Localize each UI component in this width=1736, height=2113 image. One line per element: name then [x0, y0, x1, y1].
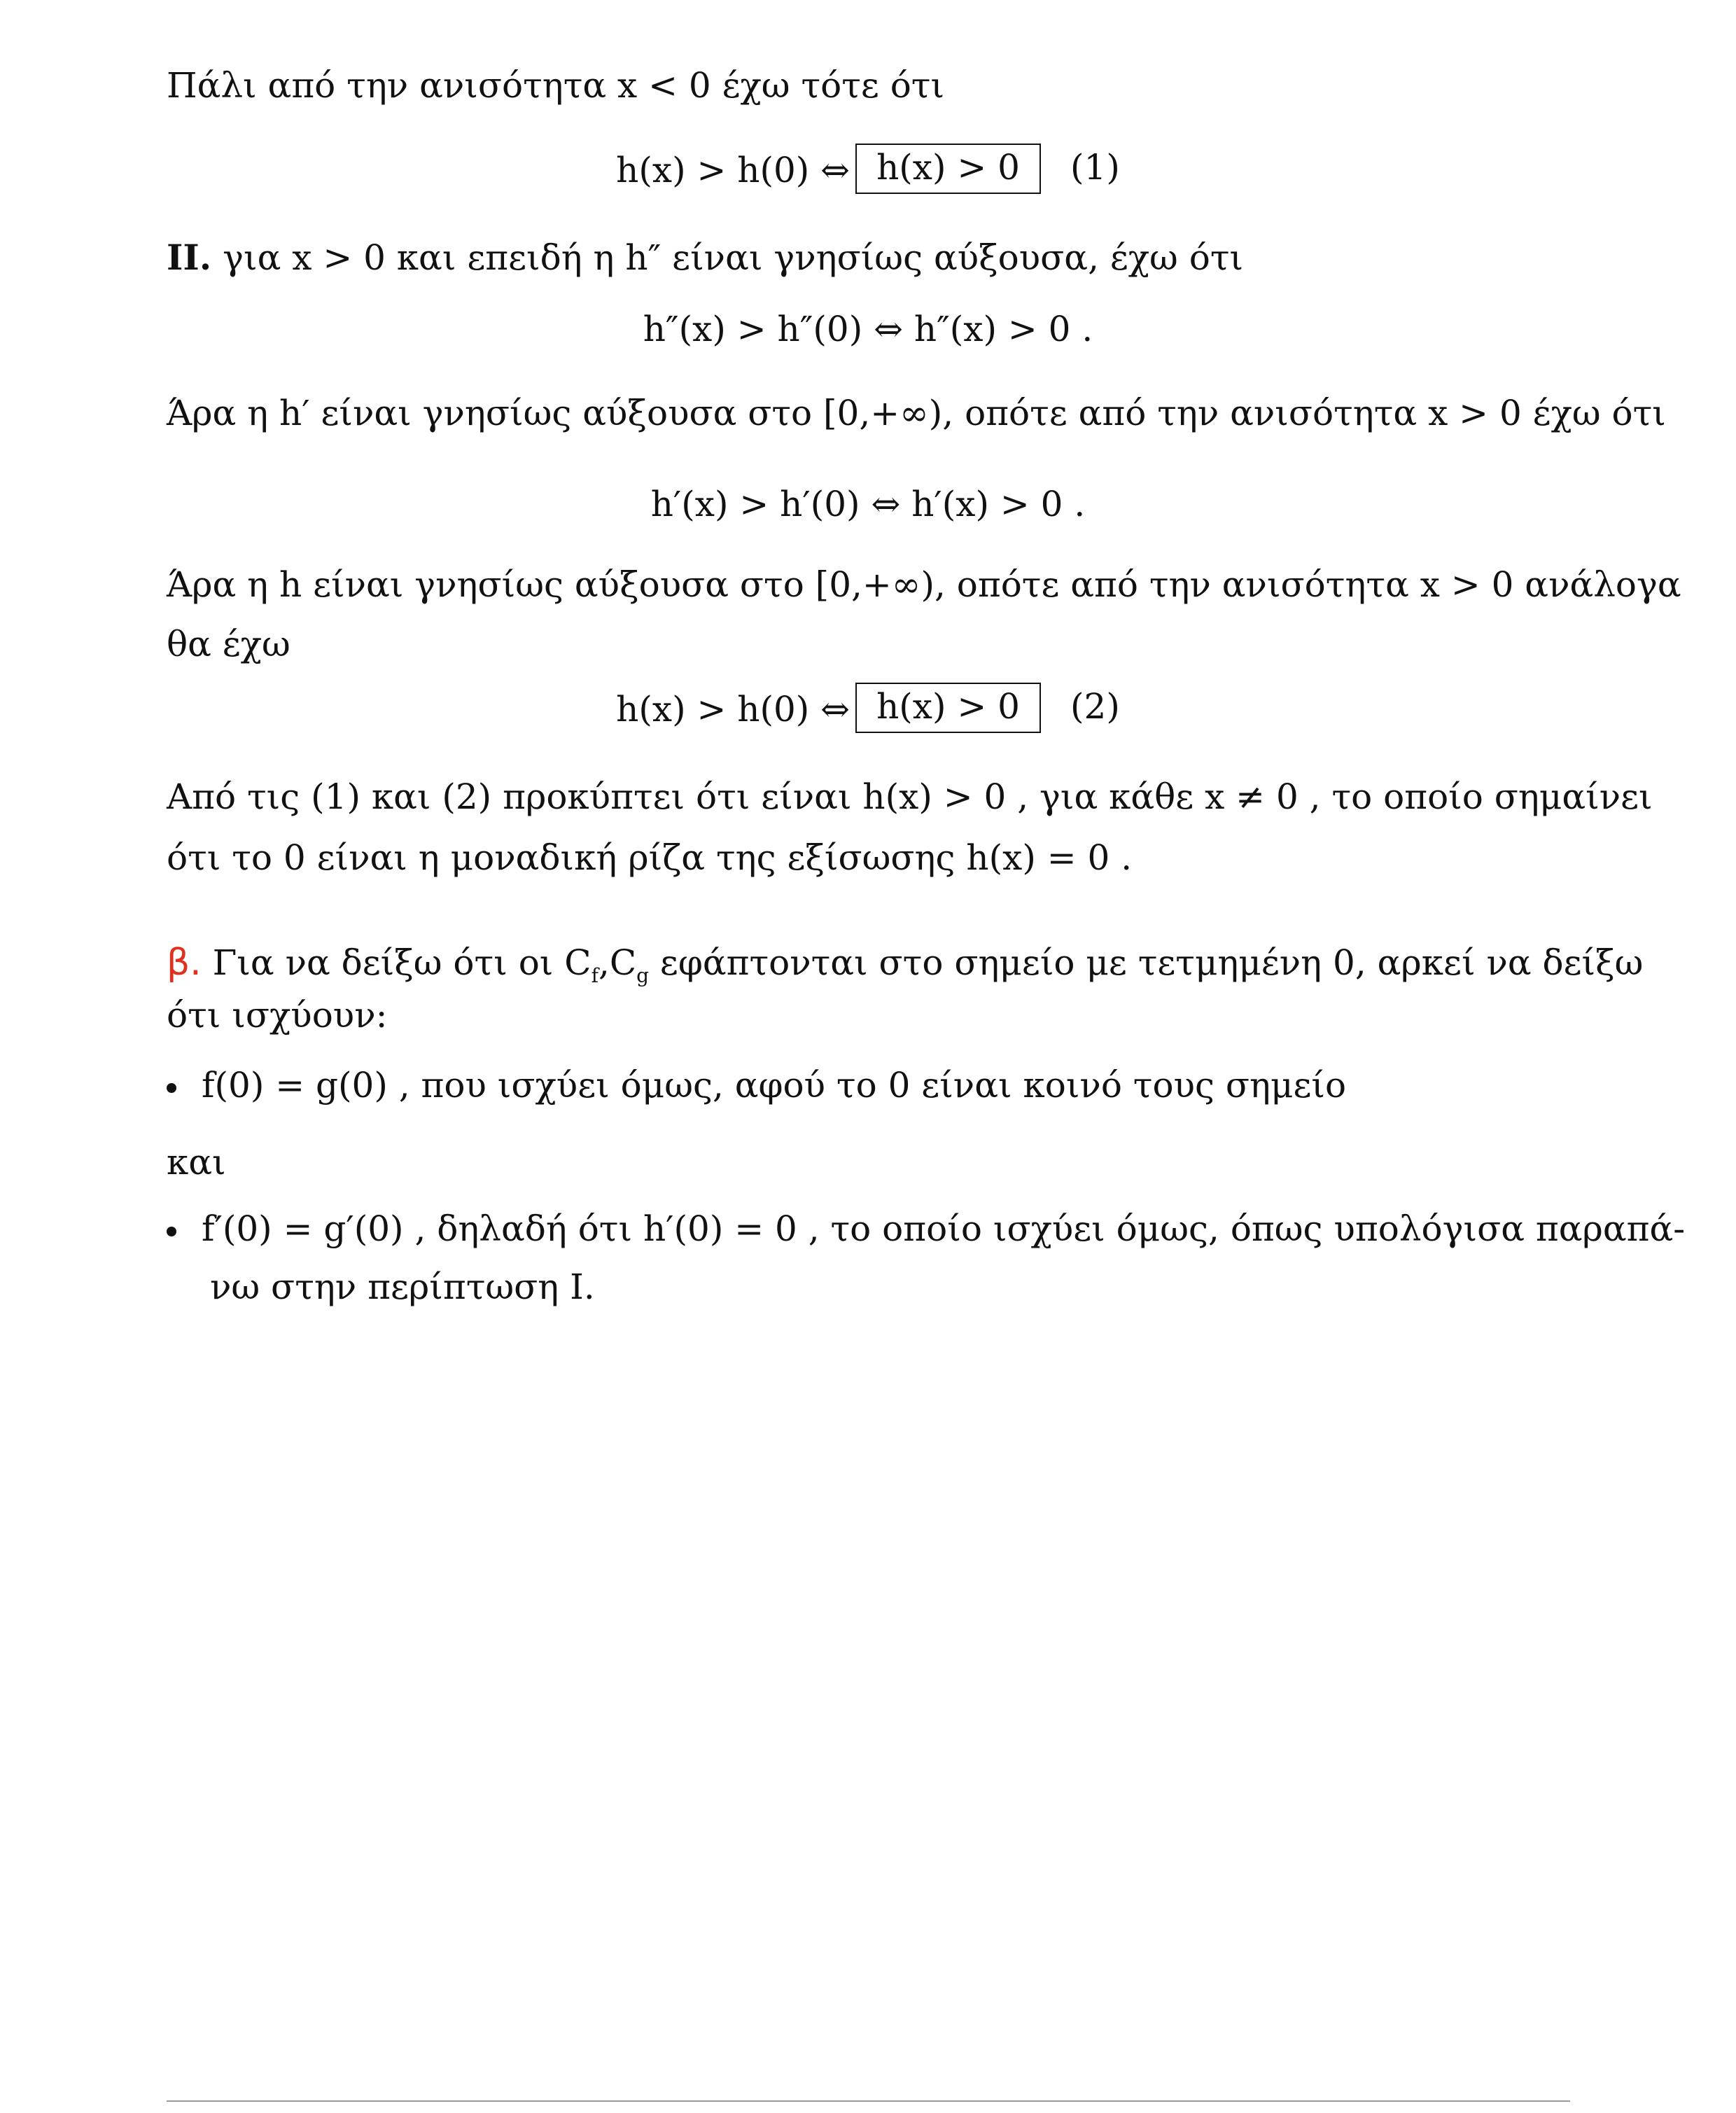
bullet-item-1-text: f(0) = g(0) , που ισχύει όμως, αφού το 0 είναι κοινό τους σημείο: [202, 1065, 1347, 1106]
text-line-5b: ότι το 0 είναι η μοναδική ρίζα της εξίσωσης h(x) = 0 .: [167, 837, 1133, 878]
footer-divider: [167, 2100, 1570, 2102]
text-line-2-body: για x > 0 και επειδή η h″ είναι γνησίως αύξουσα, έχω ότι: [211, 237, 1244, 278]
bullet-icon: [167, 1083, 176, 1093]
text-line-5a: Από τις (1) και (2) προκύπτει ότι είναι h(x) > 0 , για κάθε x ≠ 0 , το οποίο σημαίνει: [167, 776, 1653, 817]
equation-1-boxed: h(x) > 0: [855, 144, 1041, 194]
text-line-2: [167, 237, 1243, 279]
equation-4-tag: (2): [1070, 686, 1120, 727]
equation-3: h′(x) > h′(0) ⇔ h′(x) > 0 .: [650, 484, 1086, 524]
text-line-6a: [167, 942, 1643, 997]
subscript-g: g: [636, 964, 650, 987]
equation-1-left: h(x) > h(0) ⇔: [616, 150, 850, 190]
text-line-6-start: Για να δείξω ότι οι C: [201, 942, 592, 983]
text-line-1: Πάλι από την ανισότητα x < 0 έχω τότε ότι: [167, 65, 945, 106]
equation-1: [0, 144, 1736, 194]
text-line-6-rest: εφάπτονται στο σημείο με τετμημένη 0, αρκεί να δείξω: [649, 942, 1644, 983]
text-line-3: Άρα η h′ είναι γνησίως αύξουσα στο [0,+∞), οπότε από την ανισότητα x > 0 έχω ότι: [167, 393, 1666, 433]
text-line-6-mid: ,C: [598, 942, 637, 983]
bullet-icon: [167, 1227, 176, 1236]
equation-4-boxed: h(x) > 0: [855, 683, 1041, 733]
text-and: και: [167, 1142, 226, 1183]
subscript-f: f: [591, 964, 598, 987]
part-label-beta: β.: [167, 942, 202, 984]
equation-4-left: h(x) > h(0) ⇔: [616, 689, 850, 730]
equation-2: h″(x) > h″(0) ⇔ h″(x) > 0 .: [643, 309, 1093, 349]
equation-4: [0, 683, 1736, 733]
case-label-II: II.: [167, 237, 212, 278]
text-line-6b: ότι ισχύουν:: [167, 995, 388, 1035]
bullet-item-2-text: f′(0) = g′(0) , δηλαδή ότι h′(0) = 0 , το οποίο ισχύει όμως, όπως υπολόγισα παραπά-: [202, 1208, 1686, 1249]
text-line-4b: θα έχω: [167, 624, 290, 664]
text-line-4a: Άρα η h είναι γνησίως αύξουσα στο [0,+∞), οπότε από την ανισότητα x > 0 ανάλογα: [167, 564, 1681, 605]
bullet-item-2-continuation: νω στην περίπτωση I.: [210, 1267, 595, 1307]
bullet-item-1: [167, 1064, 1346, 1106]
equation-1-tag: (1): [1070, 147, 1120, 188]
bullet-item-2: [167, 1208, 1685, 1250]
